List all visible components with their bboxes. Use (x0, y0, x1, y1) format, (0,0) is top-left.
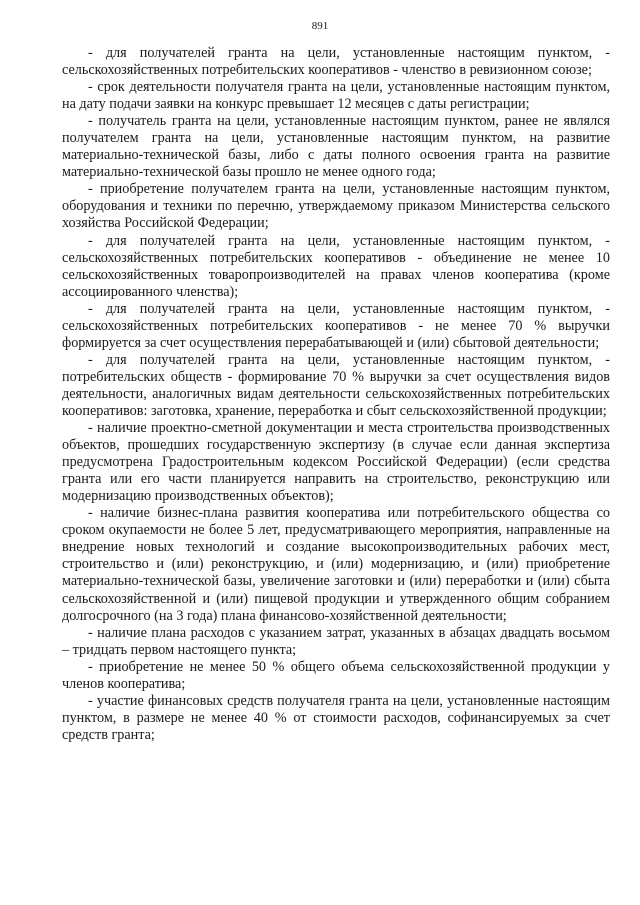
paragraph-previous-grant: - получатель гранта на цели, установленные настоящим пунктом, ранее не являлся получателем гранта на цели, установленные настоящим пунктом, на развитие материально-технической базы, либо с даты полного освоения гранта на развитие материально-технической базы прошло не менее одного года; (62, 113, 610, 181)
page-number: 891 (311, 20, 329, 32)
document-body (62, 45, 610, 744)
paragraph-design-documentation: - наличие проектно-сметной документации и места строительства производственных объектов, прошедших государственную экспертизу (в случае если данная экспертиза предусмотрена Градостроительным кодексом Российской Федерации) (если средства гранта или его части планируется направить на строительство, реконструкцию или модернизацию производственных объектов); (62, 420, 610, 505)
paragraph-activity-term: - срок деятельности получателя гранта на цели, установленные настоящим пунктом, на дату подачи заявки на конкурс превышает 12 месяцев с даты регистрации; (62, 79, 610, 113)
paragraph-revision-union: - для получателей гранта на цели, установленные настоящим пунктом, - сельскохозяйственных потребительских кооперативов - членство в ревизионном союзе; (62, 45, 610, 79)
paragraph-members-count: - для получателей гранта на цели, установленные настоящим пунктом, - сельскохозяйственных потребительских кооперативов - объединение не менее 10 сельскохозяйственных товаропроизводителей на правах членов кооператива (кроме ассоциированного членства); (62, 232, 610, 300)
paragraph-cofinancing: - участие финансовых средств получателя гранта на цели, установленные настоящим пунктом, в размере не менее 40 % от стоимости расходов, софинансируемых за счет средств гранта; (62, 692, 610, 743)
paragraph-purchase-from-members: - приобретение не менее 50 % общего объема сельскохозяйственной продукции у членов кооператива; (62, 658, 610, 692)
paragraph-revenue-consumer-societies: - для получателей гранта на цели, установленные настоящим пунктом, - потребительских обществ - формирование 70 % выручки за счет осуществления видов деятельности, аналогичных видам деятельности сельскохозяйственных потребительских кооперативов: заготовка, хранение, переработка и сбыт сельскохозяйственной продукции; (62, 351, 610, 419)
paragraph-revenue-cooperatives: - для получателей гранта на цели, установленные настоящим пунктом, - сельскохозяйственных потребительских кооперативов - не менее 70 % выручки формируется за счет осуществления перерабатывающей и (или) сбытовой деятельности; (62, 300, 610, 351)
paragraph-expense-plan: - наличие плана расходов с указанием затрат, указанных в абзацах двадцать восьмом – тридцать первом настоящего пункта; (62, 624, 610, 658)
paragraph-equipment-purchase: - приобретение получателем гранта на цели, установленные настоящим пунктом, оборудования и техники по перечню, утверждаемому приказом Министерства сельского хозяйства Российской Федерации; (62, 181, 610, 232)
paragraph-business-plan: - наличие бизнес-плана развития кооператива или потребительского общества со сроком окупаемости не более 5 лет, предусматривающего мероприятия, направленные на внедрение новых технологий и создание высокопроизводительных рабочих мест, строительство и (или) реконструкцию, и (или) модернизацию, и (или) приобретение материально-технической базы, увеличение заготовки и (или) переработки и (или) сбыта сельскохозяйственной и (или) пищевой продукции и утвержденного общим собранием долгосрочного (на 3 года) плана финансово-хозяйственной деятельности; (62, 505, 610, 624)
